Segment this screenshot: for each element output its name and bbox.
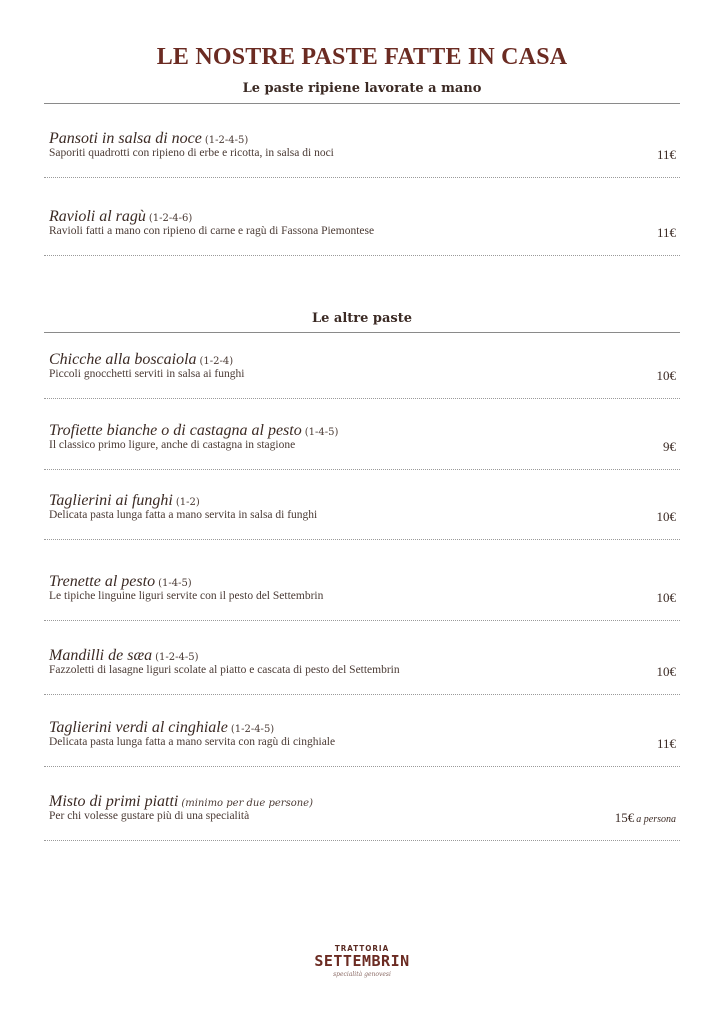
- logo-top-text: TRATTORIA: [334, 944, 390, 953]
- item-name: Trenette al pesto (1-4-5): [49, 573, 192, 590]
- item-name: Misto di primi piatti (minimo per due persone): [49, 793, 313, 810]
- item-allergen-codes: (1-4-5): [304, 427, 339, 438]
- item-divider: [44, 766, 680, 767]
- item-price: 10€: [656, 664, 676, 679]
- header-divider: [44, 103, 680, 104]
- item-divider: [44, 620, 680, 621]
- item-divider: [44, 694, 680, 695]
- item-description: Delicata pasta lunga fatta a mano servita in salsa di funghi: [49, 509, 318, 521]
- menu-item: [44, 793, 680, 841]
- menu-item: [44, 492, 680, 540]
- price-suffix: a persona: [636, 814, 676, 825]
- item-price: 11€: [656, 736, 676, 751]
- item-price: 10€: [656, 368, 676, 383]
- section-heading: Le altre paste: [311, 311, 413, 326]
- item-price: 11€: [656, 225, 676, 240]
- item-description: Le tipiche linguine liguri servite con il pesto del Settembrin: [49, 590, 324, 602]
- item-divider: [44, 398, 680, 399]
- item-name: Pansoti in salsa di noce (1-2-4-5): [49, 130, 249, 147]
- item-price: 10€: [656, 509, 676, 524]
- item-description: Il classico primo ligure, anche di castagna in stagione: [49, 439, 296, 451]
- item-description: Ravioli fatti a mano con ripieno di carne e ragù di Fassona Piemontese: [49, 225, 375, 237]
- menu-item: [44, 573, 680, 621]
- item-name: Taglierini verdi al cinghiale (1-2-4-5): [49, 719, 275, 736]
- item-allergen-codes: (1-2-4-5): [230, 724, 275, 735]
- page-subtitle: Le paste ripiene lavorate a mano: [242, 81, 482, 96]
- item-price: 9€: [663, 439, 676, 454]
- menu-item: [44, 351, 680, 399]
- item-allergen-codes: (1-2-4-5): [155, 652, 199, 663]
- item-description: Fazzoletti di lasagne liguri scolate al piatto e cascata di pesto del Settembrin: [49, 664, 400, 676]
- item-price: 15€ a persona: [614, 810, 676, 825]
- item-price: 10€: [656, 590, 676, 605]
- item-divider: [44, 539, 680, 540]
- item-divider: [44, 469, 680, 470]
- item-name: Mandilli de sæa (1-2-4-5): [49, 647, 199, 664]
- item-name: Chicche alla boscaiola (1-2-4): [49, 351, 234, 368]
- item-description: Per chi volesse gustare più di una specialità: [49, 810, 250, 822]
- page-title: LE NOSTRE PASTE FATTE IN CASA: [156, 44, 568, 70]
- logo-script-text: specialità genovesi: [333, 971, 391, 978]
- menu-item: [44, 719, 680, 767]
- item-divider: [44, 177, 680, 178]
- logo-main-text: SETTEMBRIN: [314, 952, 410, 970]
- item-allergen-codes: (1-2-4-6): [148, 213, 193, 224]
- restaurant-logo: [312, 944, 412, 978]
- item-description: Delicata pasta lunga fatta a mano servita con ragù di cinghiale: [49, 736, 336, 748]
- menu-item: [44, 422, 680, 470]
- item-allergen-codes: (1-2-4): [199, 356, 234, 367]
- menu-item: [44, 647, 680, 695]
- item-allergen-codes: (1-2-4-5): [204, 135, 249, 146]
- menu-item: [44, 208, 680, 256]
- item-divider: [44, 255, 680, 256]
- item-name: Trofiette bianche o di castagna al pesto (1-4-5): [49, 422, 339, 439]
- menu-item: [44, 130, 680, 178]
- item-name: Taglierini ai funghi (1-2): [49, 492, 200, 509]
- item-description: Piccoli gnocchetti serviti in salsa ai funghi: [49, 368, 245, 380]
- item-price: 11€: [656, 147, 676, 162]
- item-note: (minimo per due persone): [181, 798, 313, 809]
- item-allergen-codes: (1-4-5): [158, 578, 192, 589]
- item-description: Saporiti quadrotti con ripieno di erbe e ricotta, in salsa di noci: [49, 147, 334, 159]
- item-divider: [44, 840, 680, 841]
- item-allergen-codes: (1-2): [175, 497, 200, 508]
- item-name: Ravioli al ragù (1-2-4-6): [49, 208, 193, 225]
- section-divider: [44, 332, 680, 333]
